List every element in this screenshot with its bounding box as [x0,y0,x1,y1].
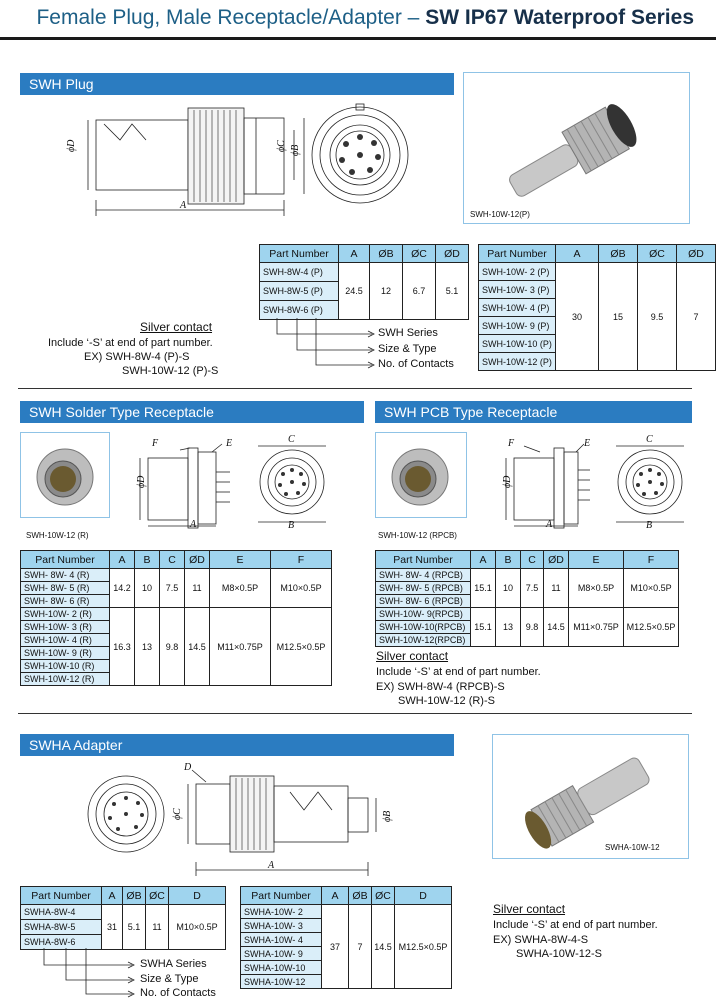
value-b: 10 [496,569,521,608]
part-number-cell: SWHA-8W-4 [21,905,102,920]
value-d: 7 [677,263,716,371]
value-c: 6.7 [403,263,436,320]
part-number-cell: SWH-10W- 4 (R) [21,634,110,647]
pcb-dim-F: F [508,438,515,449]
part-number-cell: SWH-10W- 2 (R) [21,608,110,621]
part-number-cell: SWH- 8W- 6 (RPCB) [376,595,471,608]
plug-dim-B: ϕB [290,144,301,156]
note-title-plug: Silver contact [140,320,213,334]
legend-contacts: No. of Contacts [378,358,454,370]
col-d: D [169,887,226,905]
col-c: ØC [146,887,169,905]
part-number-cell: SWH-10W- 3 (R) [21,621,110,634]
value-a: 31 [102,905,123,950]
col-c: ØC [372,887,395,905]
value-d: M12.5×0.5P [395,905,452,989]
note-line-swha-2: EX) SWHA-8W-4-S [493,934,589,946]
col-d: ØD [436,245,469,263]
col-e: E [569,551,624,569]
swha-dim-B: ϕB [382,810,393,822]
col-a: A [110,551,135,569]
value-d: 11 [185,569,210,608]
section-title-swha: SWHA Adapter [20,734,454,756]
value-c: 9.8 [521,608,544,647]
part-number-cell: SWH- 8W- 6 (R) [21,595,110,608]
plug-dim-D: ϕD [66,139,77,152]
value-c: 11 [146,905,169,950]
value-a: 24.5 [339,263,370,320]
value-a: 14.2 [110,569,135,608]
note-line-pcb-1: Include ‘-S’ at end of part number. [376,666,541,678]
solder-dim-E: E [226,438,233,449]
col-c: C [521,551,544,569]
solder-dim-B: B [288,520,295,531]
col-part-number: Part Number [21,887,102,905]
value-c: 14.5 [372,905,395,989]
value-a: 37 [322,905,349,989]
note-title-pcb: Silver contact [376,649,449,663]
swha-dim-D: D [184,762,192,773]
value-c: 7.5 [160,569,185,608]
value-d: 5.1 [436,263,469,320]
part-number-cell: SWHA-10W- 9 [241,947,322,961]
photo-caption-swha: SWHA-10W-12 [605,843,660,852]
part-number-cell: SWHA-10W- 4 [241,933,322,947]
part-number-cell: SWH-10W- 9 (P) [479,317,556,335]
part-number-cell: SWH-10W-12(RPCB) [376,634,471,647]
part-number-cell: SWH-10W-12 (P) [479,353,556,371]
col-b: ØB [349,887,372,905]
part-number-cell: SWH- 8W- 5 (R) [21,582,110,595]
value-b: 7 [349,905,372,989]
legend-series: SWH Series [378,327,438,339]
part-number-cell: SWH- 8W- 5 (RPCB) [376,582,471,595]
col-f: F [624,551,679,569]
value-b: 15 [599,263,638,371]
legend-size-type: Size & Type [378,343,437,355]
part-number-cell: SWH-10W- 9 (R) [21,647,110,660]
part-number-cell: SWH-10W- 9(RPCB) [376,608,471,621]
section-title-swh-plug: SWH Plug [20,73,454,95]
col-a: A [339,245,370,263]
value-f: M12.5×0.5P [624,608,679,647]
value-c: 9.5 [638,263,677,371]
part-number-cell: SWHA-10W- 2 [241,905,322,919]
part-number-cell: SWH-10W- 2 (P) [479,263,556,281]
part-number-cell: SWHA-10W- 3 [241,919,322,933]
section-title-swh-solder: SWH Solder Type Receptacle [20,401,364,423]
value-c: 7.5 [521,569,544,608]
col-part-number: Part Number [241,887,322,905]
note-line-swha-3: SWHA-10W-12-S [516,948,602,960]
solder-dim-A: A [190,519,197,530]
value-d: 14.5 [544,608,569,647]
part-number-cell: SWHA-10W-10 [241,961,322,975]
col-d: ØD [544,551,569,569]
col-d: ØD [677,245,716,263]
pcb-dim-C: C [646,434,653,445]
part-number-cell: SWH- 8W- 4 (R) [21,569,110,582]
pcb-dim-D: ϕD [502,475,513,488]
value-b: 10 [135,569,160,608]
photo-caption-pcb: SWH-10W-12 (RPCB) [378,531,457,540]
col-a: A [322,887,349,905]
col-part-number: Part Number [479,245,556,263]
plug-dim-A: A [180,200,187,211]
col-c: C [160,551,185,569]
legend-contacts: No. of Contacts [140,987,216,999]
note-line-plug-1: Include ‘-S’ at end of part number. [48,337,213,349]
value-a: 15.1 [471,608,496,647]
col-part-number: Part Number [260,245,339,263]
pcb-dim-A: A [546,519,553,530]
col-part-number: Part Number [21,551,110,569]
solder-dim-F: F [152,438,159,449]
note-line-plug-2: EX) SWH-8W-4 (P)-S [84,351,190,363]
value-d: 11 [544,569,569,608]
value-e: M8×0.5P [210,569,271,608]
col-b: ØB [123,887,146,905]
value-d: 14.5 [185,608,210,686]
legend-series: SWHA Series [140,958,207,970]
part-number-cell: SWH-10W-10(RPCB) [376,621,471,634]
value-d: M10×0.5P [169,905,226,950]
note-line-pcb-3: SWH-10W-12 (R)-S [398,695,495,707]
note-line-plug-3: SWH-10W-12 (P)-S [122,365,219,377]
col-c: ØC [638,245,677,263]
section-title-swh-pcb: SWH PCB Type Receptacle [375,401,692,423]
col-f: F [271,551,332,569]
solder-dim-D: ϕD [136,475,147,488]
part-number-cell: SWH-8W-4 (P) [260,263,339,282]
legend-size-type: Size & Type [140,973,199,985]
col-b: ØB [370,245,403,263]
col-part-number: Part Number [376,551,471,569]
plug-dim-C: ϕC [276,140,287,152]
part-number-cell: SWH- 8W- 4 (RPCB) [376,569,471,582]
part-number-cell: SWH-10W- 4 (P) [479,299,556,317]
part-number-cell: SWH-8W-6 (P) [260,301,339,320]
col-d: D [395,887,452,905]
note-line-pcb-2: EX) SWH-8W-4 (RPCB)-S [376,681,505,693]
note-line-swha-1: Include ‘-S’ at end of part number. [493,919,658,931]
col-a: A [556,245,599,263]
note-title-swha: Silver contact [493,902,566,916]
col-d: ØD [185,551,210,569]
col-a: A [102,887,123,905]
value-b: 13 [496,608,521,647]
value-e: M11×0.75P [569,608,624,647]
solder-dim-C: C [288,434,295,445]
part-number-cell: SWHA-8W-5 [21,920,102,935]
part-number-cell: SWH-10W-12 (R) [21,673,110,686]
value-b: 12 [370,263,403,320]
value-a: 15.1 [471,569,496,608]
swha-dim-C: ϕC [172,808,183,820]
col-b: B [496,551,521,569]
value-c: 9.8 [160,608,185,686]
part-number-cell: SWHA-8W-6 [21,935,102,950]
part-number-cell: SWH-10W-10 (R) [21,660,110,673]
part-number-cell: SWH-8W-5 (P) [260,282,339,301]
photo-caption-plug: SWH-10W-12(P) [470,210,530,219]
part-number-cell: SWHA-10W-12 [241,975,322,989]
value-e: M8×0.5P [569,569,624,608]
title-bold: SW IP67 Waterproof Series [425,6,694,29]
value-f: M12.5×0.5P [271,608,332,686]
part-number-cell: SWH-10W-10 (P) [479,335,556,353]
part-number-cell: SWH-10W- 3 (P) [479,281,556,299]
value-a: 30 [556,263,599,371]
value-b: 5.1 [123,905,146,950]
pcb-dim-E: E [584,438,591,449]
value-e: M11×0.75P [210,608,271,686]
col-a: A [471,551,496,569]
value-b: 13 [135,608,160,686]
col-c: ØC [403,245,436,263]
value-f: M10×0.5P [624,569,679,608]
col-b: ØB [599,245,638,263]
photo-caption-solder: SWH-10W-12 (R) [26,531,89,540]
col-e: E [210,551,271,569]
col-b: B [135,551,160,569]
value-a: 16.3 [110,608,135,686]
pcb-dim-B: B [646,520,653,531]
value-f: M10×0.5P [271,569,332,608]
swha-dim-A: A [268,860,275,871]
title-light: Female Plug, Male Receptacle/Adapter – [36,6,426,29]
